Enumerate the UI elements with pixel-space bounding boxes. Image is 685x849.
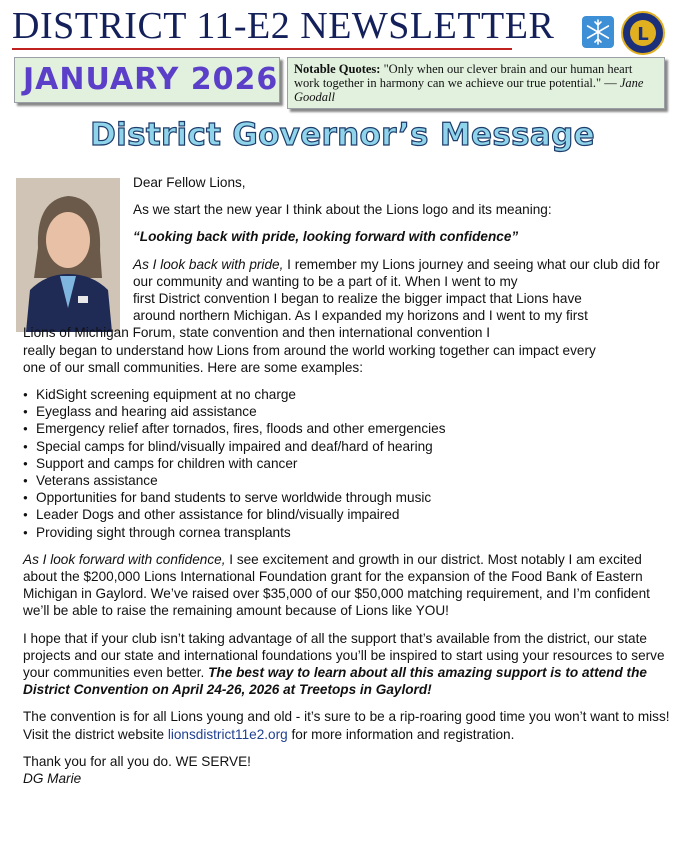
- look-back-line-1: I remember my Lions journey and seeing what our club did for: [283, 256, 660, 272]
- look-back-line-7: one of our small communities. Here are some examples:: [23, 359, 363, 375]
- look-back-line-4: around northern Michigan. As I expanded my horizons and I went to my first: [133, 308, 588, 324]
- paragraph-convention: [23, 708, 671, 742]
- convention-callout: The best way to learn about all this amazing support is to attend the District Convention on April 24-26, 2026 at Treetops in Gaylord!: [23, 665, 647, 698]
- look-back-line-3: first District convention I began to realize the bigger impact that Lions have: [133, 291, 582, 307]
- intro-paragraph: As we start the new year I think about the Lions logo and its meaning:: [133, 202, 552, 218]
- look-forward-text: I see excitement and growth in our district. Most notably I am excited about the $200,000 Lions International Foundation grant for the expansion of the Food Bank of Eastern Michigan in Gaylord. We’ve raised over $35,000 of our $50,000 matching requirement, and I’m confident we’ll be able to raise the remaining amount because of Lions like YOU!: [23, 551, 650, 619]
- month-box: [14, 57, 280, 103]
- paragraph-support: [23, 630, 671, 699]
- support-text: I hope that if your club isn’t taking advantage of all the support that’s available from the district, our state projects and our state and international foundations you’ll be inspired to start using your resources to serve your communities even better.: [23, 630, 665, 681]
- motto: “Looking back with pride, looking forward with confidence”: [133, 229, 519, 245]
- list-item: ● Leader Dogs and other assistance for blind/visually impaired: [23, 506, 671, 523]
- list-item: ● Opportunities for band students to serve worldwide through music: [23, 489, 671, 506]
- list-item: ● Providing sight through cornea transplants: [23, 524, 671, 541]
- letter-body: [23, 174, 671, 787]
- look-back-line-2: our community and wanting to be a part of it. When I went to my: [133, 273, 518, 289]
- district-website-link[interactable]: lionsdistrict11e2.org: [167, 726, 288, 742]
- list-item: ● Support and camps for children with cancer: [23, 455, 671, 472]
- convention-text: The convention is for all Lions young and old - it’s sure to be a rip-roaring good time you won’t want to miss! Visit the district website: [23, 709, 670, 742]
- list-item: ● KidSight screening equipment at no charge: [23, 386, 671, 403]
- signature: DG Marie: [23, 771, 82, 787]
- greeting: Dear Fellow Lions,: [133, 175, 246, 190]
- paragraph-look-back: [23, 256, 671, 273]
- masthead: [12, 4, 555, 50]
- look-back-lead: As I look back with pride,: [133, 256, 284, 272]
- list-item: ● Veterans assistance: [23, 472, 671, 489]
- closing: Thank you for all you do. WE SERVE!: [23, 753, 251, 769]
- paragraph-look-forward: [23, 551, 671, 620]
- newsletter-title: DISTRICT 11-E2 NEWSLETTER: [12, 5, 555, 47]
- look-forward-lead: As I look forward with confidence,: [23, 551, 226, 567]
- quote-text: "Only when our clever brain and our human heart work together in harmony can we achieve our true potential." —: [294, 62, 633, 90]
- page-title: District Governor’s Message: [90, 117, 595, 153]
- issue-month: JANUARY 2026: [23, 62, 279, 97]
- quote-label: Notable Quotes:: [294, 62, 381, 76]
- quote-author: Jane Goodall: [294, 76, 644, 104]
- look-back-line-5: Lions of Michigan Forum, state convention and then international convention I: [23, 325, 491, 341]
- lions-logo-icon: [621, 11, 665, 55]
- svg-text:L: L: [637, 24, 649, 45]
- convention-text-end: for more information and registration.: [287, 726, 515, 742]
- snowflake-icon: [582, 16, 614, 48]
- examples-list: [23, 386, 671, 541]
- list-item: ● Eyeglass and hearing aid assistance: [23, 403, 671, 420]
- list-item: ● Special camps for blind/visually impaired and deaf/hard of hearing: [23, 438, 671, 455]
- list-item: ● Emergency relief after tornados, fires, floods and other emergencies: [23, 420, 671, 437]
- look-back-line-6: really began to understand how Lions from around the world working together can impact every: [23, 342, 596, 358]
- notable-quote-box: [287, 57, 665, 109]
